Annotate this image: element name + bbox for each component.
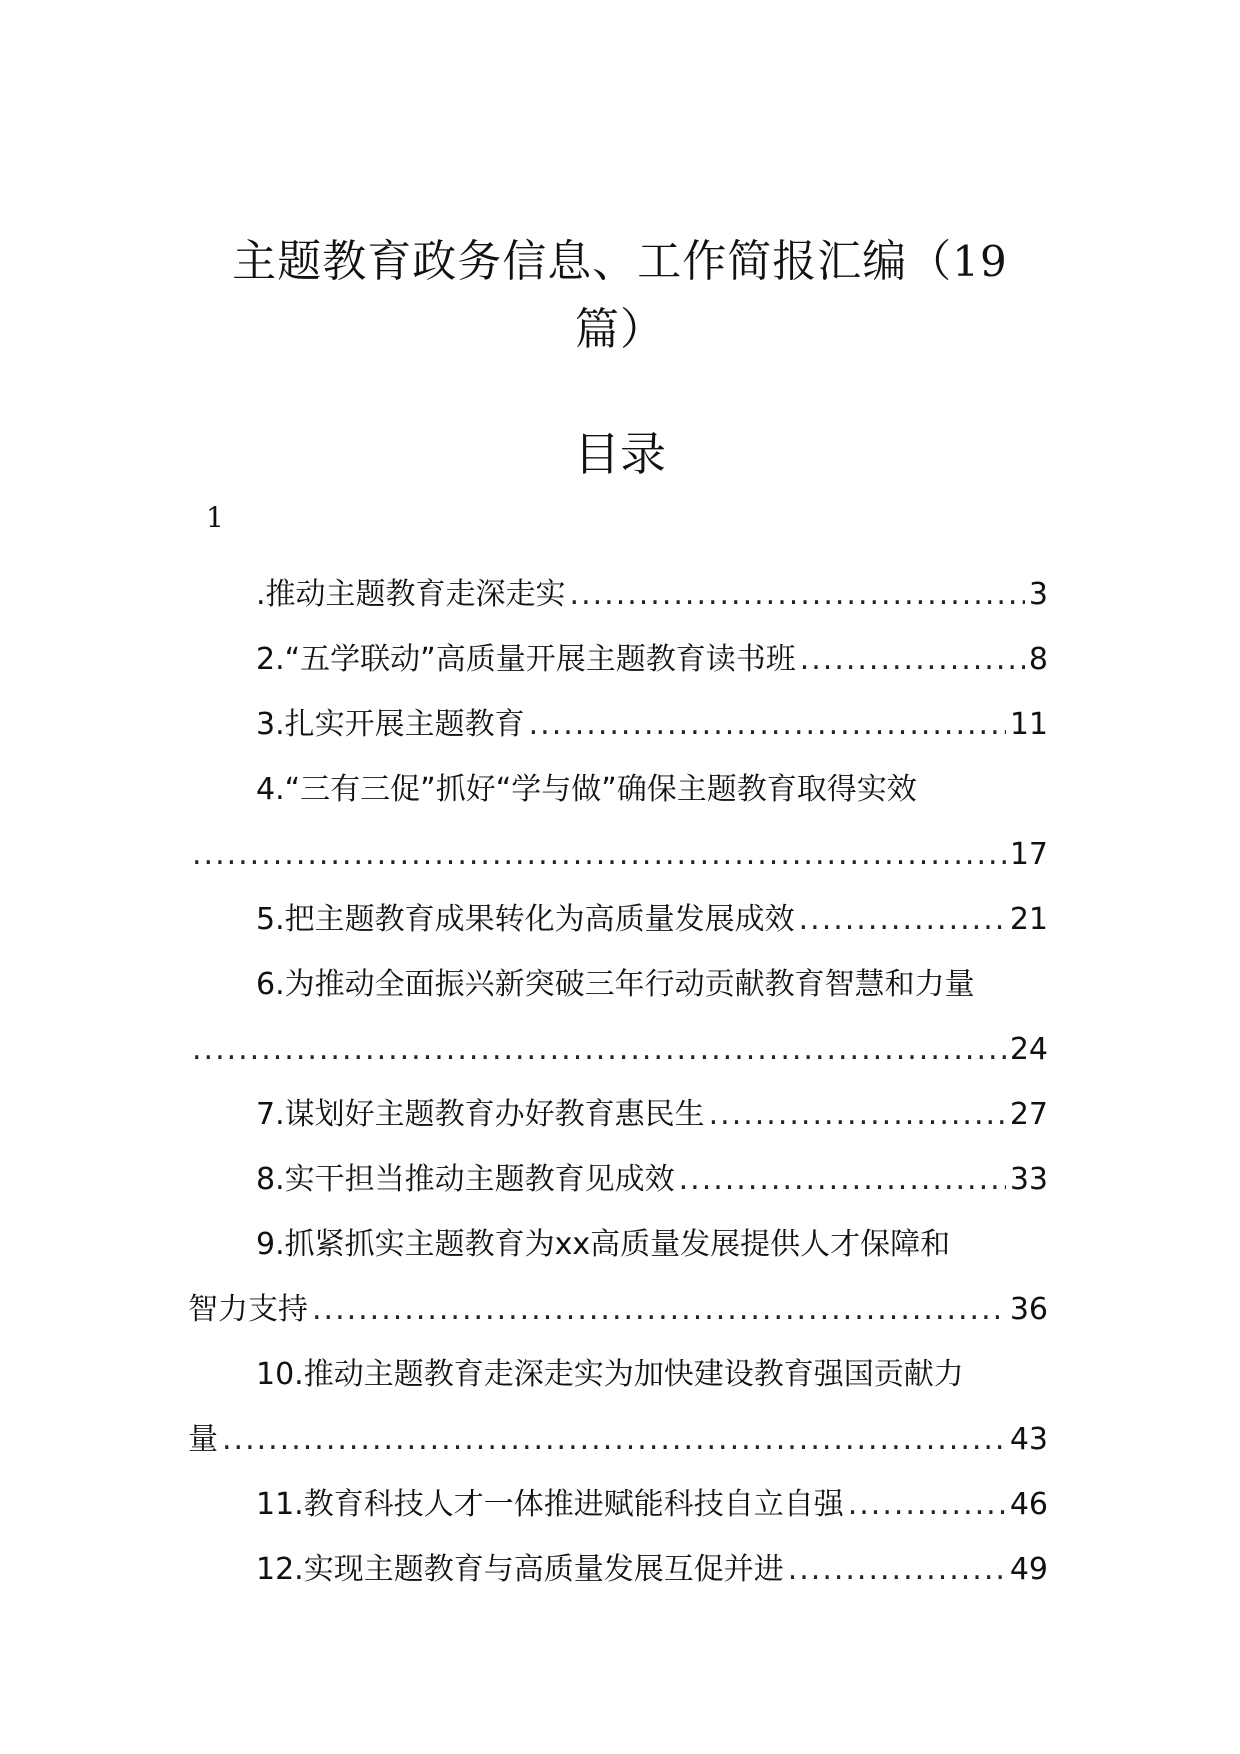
title-line-1	[150, 228, 1090, 296]
toc-entry[interactable]	[188, 952, 1048, 1082]
toc-entry-line	[188, 757, 1048, 822]
toc-entry-title: 10.推动主题教育走深走实为加快建设教育强国贡献力	[256, 1357, 964, 1392]
toc-entry[interactable]	[188, 757, 1048, 887]
toc-page-number: 43	[1009, 1422, 1048, 1457]
toc-entry-line	[188, 952, 1048, 1017]
toc-page-number: 49	[1009, 1552, 1048, 1587]
toc-entry-title: 6.为推动全面振兴新突破三年行动贡献教育智慧和力量	[256, 967, 975, 1002]
toc-dot-leader	[848, 1472, 1006, 1537]
toc-entry-line	[188, 692, 1048, 757]
title-count: 19	[952, 237, 1008, 286]
toc-dot-leader	[799, 887, 1006, 952]
toc-page-number: 36	[1009, 1292, 1048, 1327]
toc-entry[interactable]	[188, 692, 1048, 757]
toc-dot-leader	[192, 822, 1006, 887]
toc-dot-leader	[679, 1147, 1006, 1212]
toc-entry-title: 12.实现主题教育与高质量发展互促并进	[256, 1552, 784, 1587]
toc-dot-leader	[529, 692, 1006, 757]
title-main: 主题教育政务信息、工作简报汇编（	[232, 236, 953, 287]
table-of-contents	[188, 562, 1048, 1602]
document-title	[150, 228, 1090, 364]
toc-entry-line	[188, 1277, 1048, 1342]
toc-entry[interactable]	[188, 1212, 1048, 1342]
toc-entry[interactable]	[188, 887, 1048, 952]
toc-entry-title: 5.把主题教育成果转化为高质量发展成效	[256, 902, 795, 937]
toc-page-number: 3	[1028, 577, 1048, 612]
toc-entry-title: 智力支持	[188, 1292, 308, 1327]
toc-entry-line	[188, 627, 1048, 692]
toc-dot-leader	[800, 627, 1025, 692]
toc-entry[interactable]	[188, 627, 1048, 692]
toc-page-number: 17	[1009, 837, 1048, 872]
toc-entry-title: 8.实干担当推动主题教育见成效	[256, 1162, 675, 1197]
toc-entry[interactable]	[188, 1342, 1048, 1472]
toc-dot-leader	[788, 1537, 1006, 1602]
toc-entry-line	[188, 1342, 1048, 1407]
toc-entry-line	[188, 1537, 1048, 1602]
toc-entry-line	[188, 1212, 1048, 1277]
toc-dot-leader	[192, 1017, 1006, 1082]
toc-page-number: 8	[1028, 642, 1048, 677]
toc-entry-title: 2.“五学联动”高质量开展主题教育读书班	[256, 642, 796, 677]
toc-page-number: 11	[1009, 707, 1048, 742]
toc-heading: 目录	[574, 427, 666, 481]
toc-entry-title: 7.谋划好主题教育办好教育惠民生	[256, 1097, 705, 1132]
toc-dot-leader	[709, 1082, 1006, 1147]
toc-entry-line	[188, 1147, 1048, 1212]
toc-entry[interactable]	[188, 1082, 1048, 1147]
toc-entry-title: 3.扎实开展主题教育	[256, 707, 525, 742]
toc-entry[interactable]	[188, 1147, 1048, 1212]
toc-entry-line	[188, 562, 1048, 627]
toc-entry-title: 4.“三有三促”抓好“学与做”确保主题教育取得实效	[256, 772, 917, 807]
toc-entry-line	[188, 822, 1048, 887]
toc-page-number: 24	[1009, 1032, 1048, 1067]
toc-entry-line	[188, 1017, 1048, 1082]
toc-dot-leader	[222, 1407, 1006, 1472]
toc-page-number: 33	[1009, 1162, 1048, 1197]
toc-entry-line	[188, 1472, 1048, 1537]
toc-entry[interactable]	[188, 1537, 1048, 1602]
toc-entry-title: .推动主题教育走深走实	[256, 577, 566, 612]
toc-entry-line	[188, 1082, 1048, 1147]
toc-page-number: 27	[1009, 1097, 1048, 1132]
toc-page-number: 21	[1009, 902, 1048, 937]
toc-dot-leader	[312, 1277, 1006, 1342]
toc-entry-title: 量	[188, 1422, 218, 1457]
toc-entry-line	[188, 1407, 1048, 1472]
toc-entry-title: 9.抓紧抓实主题教育为xx高质量发展提供人才保障和	[256, 1227, 951, 1262]
toc-entry-title: 11.教育科技人才一体推进赋能科技自立自强	[256, 1487, 844, 1522]
toc-first-marker: 1	[206, 501, 224, 534]
toc-entry-line	[188, 887, 1048, 952]
toc-dot-leader	[570, 562, 1025, 627]
toc-page-number: 46	[1009, 1487, 1048, 1522]
title-line-2: 篇）	[575, 304, 665, 355]
toc-entry[interactable]	[188, 562, 1048, 627]
toc-entry[interactable]	[188, 1472, 1048, 1537]
